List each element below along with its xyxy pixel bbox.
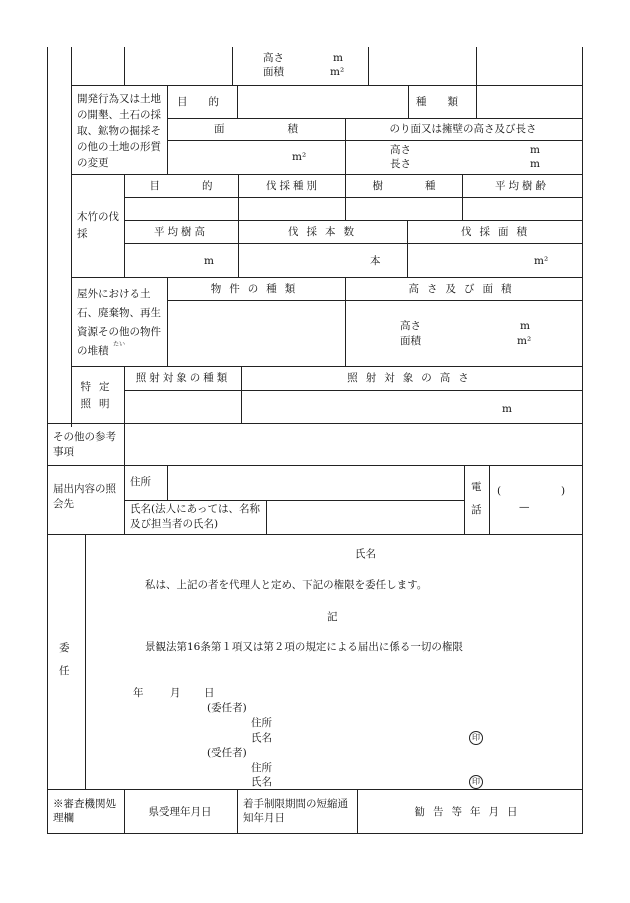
pile-height-label: 高さ (400, 320, 421, 332)
top-area-label: 面積 (263, 66, 284, 78)
dev-section-label: 開発行為又は土地の開墾、土石の採取、鉱物の掘採その他の土地の形質の変更 (77, 93, 161, 169)
dev-length-label: 長さ (390, 158, 411, 170)
contact-phone-paren-close: ) (561, 485, 566, 497)
proxy-delegate-name: 氏名 (251, 776, 272, 788)
proxy-name-label: 氏名 (355, 548, 376, 560)
pile-kind-header: 物件の種類 (210, 283, 304, 295)
proxy-statement: 私は、上記の者を代理人と定め、下記の権限を委任します。 (145, 579, 428, 591)
proxy-month: 月 (170, 687, 181, 699)
proxy-day: 日 (204, 687, 215, 699)
proxy-ki: 記 (327, 611, 338, 623)
proxy-label-column-line (85, 534, 86, 789)
proxy-delegator-label: (委任者) (207, 702, 247, 714)
cut-section-label: 木竹の伐採 (77, 211, 119, 240)
cut-method-header: 伐採種別 (266, 180, 320, 192)
contact-name-label: 氏名(法人にあっては、名称及び担当者の氏名) (130, 503, 260, 530)
dev-height-label: 高さ (390, 144, 411, 156)
cut-purpose-header: 目 的 (149, 180, 213, 192)
pile-area-label: 面積 (400, 335, 421, 347)
proxy-delegate-address: 住所 (251, 762, 272, 774)
contact-address-label: 住所 (130, 476, 151, 488)
light-kind-header: 照射対象の種類 (135, 372, 231, 384)
proxy-delegate-label: (受任者) (207, 747, 247, 759)
review-shortened-header: 着手制限期間の短縮通知年月日 (243, 798, 348, 824)
pile-height-unit: m (520, 320, 530, 332)
review-label: ※審査機関処理欄 (53, 798, 116, 824)
review-advice-header: 勧告等年月日 (414, 806, 526, 818)
top-height-unit: m (333, 52, 343, 64)
cut-count-header: 伐採本数 (288, 226, 362, 238)
dev-area-header: 面 積 (214, 123, 298, 135)
cut-species-header: 樹 種 (372, 180, 436, 192)
contact-phone-dash: — (519, 501, 530, 513)
proxy-delegator-address: 住所 (251, 717, 272, 729)
light-height-header: 照射対象の高さ (347, 372, 477, 384)
dev-kind-header: 種 類 (416, 96, 458, 108)
light-label-1: 特定 (80, 381, 118, 393)
form-border-right (582, 47, 583, 834)
top-height-label: 高さ (263, 52, 284, 64)
contact-label: 届出内容の照会先 (53, 483, 116, 510)
pile-area-unit: m² (517, 335, 532, 347)
light-height-unit: m (502, 403, 512, 415)
proxy-delegator-seal: 印 (469, 731, 483, 745)
inner-label-column-line (71, 47, 72, 427)
contact-phone-label-1: 電 (471, 481, 482, 493)
proxy-year: 年 (133, 687, 144, 699)
pile-ruby: たい (113, 341, 126, 348)
proxy-authority: 景観法第16条第１項又は第２項の規定による届出に係る一切の権限 (145, 641, 463, 653)
form-border-left (47, 47, 48, 834)
dev-purpose-header: 目 的 (177, 96, 219, 108)
review-received-header: 県受理年月日 (148, 806, 212, 818)
dev-height-unit: m (530, 144, 540, 156)
proxy-label-2: 任 (59, 665, 70, 677)
cut-height-header: 平均樹高 (154, 226, 208, 238)
contact-phone-label-2: 話 (471, 504, 482, 516)
light-label-2: 照明 (80, 398, 118, 410)
proxy-delegator-name: 氏名 (251, 732, 272, 744)
cut-count-unit: 本 (370, 255, 381, 267)
cut-area-unit: m² (534, 255, 549, 267)
dev-area-unit: m² (292, 151, 307, 163)
contact-phone-paren-open: ( (497, 485, 502, 497)
cut-age-header: 平均樹齢 (495, 180, 549, 192)
top-area-unit: m² (330, 66, 345, 78)
pile-hw-header: 高さ及び面積 (408, 283, 520, 295)
other-label: その他の参考事項 (53, 431, 116, 458)
cut-area-header: 伐採面積 (461, 226, 535, 238)
pile-section-label: 屋外における土石、廃棄物、再生資源その他の物件の堆積 (77, 288, 161, 357)
dev-length-unit: m (530, 158, 540, 170)
cut-height-unit: m (204, 255, 214, 267)
proxy-label-1: 委 (59, 642, 70, 654)
lower-label-column-line (124, 423, 125, 534)
dev-slope-header: のり面又は擁壁の高さ及び長さ (389, 123, 537, 135)
proxy-delegate-seal: 印 (469, 775, 483, 789)
